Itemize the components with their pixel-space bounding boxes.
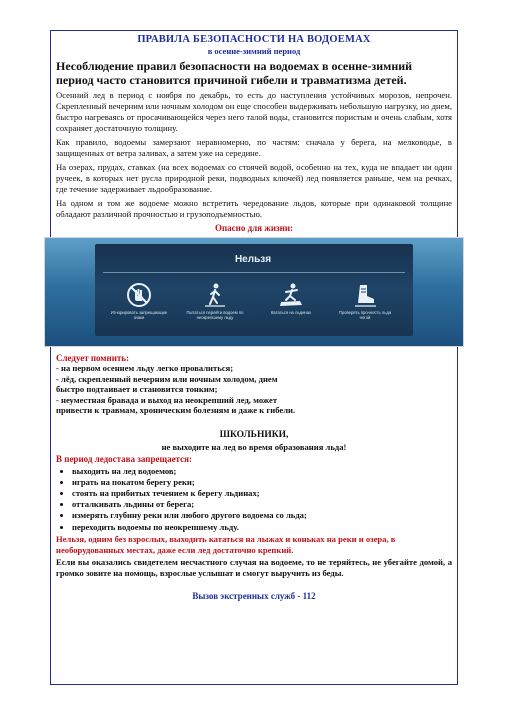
remember-heading: Следует помнить: (56, 353, 130, 363)
leaflet (56, 34, 452, 601)
banner-panel (95, 244, 413, 336)
forbidden-heading: В период ледостава запрещается: (56, 453, 192, 464)
list-item: • отталкивать льдины от берега; (72, 499, 452, 510)
banner-caption: Пытаться перейти водоем по неокрепшему льду (186, 310, 244, 320)
help-advice: Если вы оказались свидетелем несчастного случая на водоеме, то не теряйтесь, не убегайте домой, а громко зовите на помощь, взрослые услышат и смогут выручить из беды. (56, 557, 452, 579)
banner-item-thin-ice (185, 282, 245, 320)
danger-heading: Опасно для жизни: (214, 223, 294, 233)
lead-statement: Несоблюдение правил безопасности на водоемах в осенне-зимний период часто становится причиной гибели и травматизма детей. (56, 59, 413, 87)
no-unsupervised-warning: Нельзя, одним без взрослых, выходить кататься на лыжах и коньках на реки и озера, в необорудованных местах, даже если лед достаточно крепкий. (56, 533, 396, 555)
boot-icon (352, 282, 378, 308)
paragraph-freezing: Как правило, водоемы замерзают неравномерно, по частям: сначала у берега, на мелководье, в защищенных от ветра заливах, а затем уже на середине. (56, 137, 452, 158)
remember-line: быстро подтаивает и становится тонким; (56, 384, 218, 394)
walking-person-icon (202, 282, 228, 308)
banner-item-test-with-foot (335, 282, 395, 320)
banner-item-ice-floes (261, 282, 321, 315)
emergency-number: Вызов экстренных служб - 112 (192, 590, 316, 601)
remember-list (56, 363, 452, 416)
banner-caption: Проверять прочность льда ногой (338, 310, 392, 320)
page-subtitle: в осенне-зимний период (207, 46, 301, 56)
paragraph-autumn-ice: Осенний лед в период с ноября по декабрь, то есть до наступления устойчивых морозов, непрочен. Скрепленный вечерним или ночным холодом он еще способен выдерживать небольшую нагрузку, но днем, быстро нагреваясь от просачивающейся через него талой воды, становится пористым и очень слабым, хотя сохраняет достаточную толщину. (56, 90, 452, 133)
page-title: ПРАВИЛА БЕЗОПАСНОСТИ НА ВОДОЕМАХ (137, 34, 371, 45)
forbidden-list (56, 466, 452, 533)
list-item: • играть на покатом берегу реки; (72, 477, 452, 488)
forbidden-banner (44, 237, 464, 347)
no-entry-hand-icon (126, 282, 152, 308)
banner-caption: Кататься на льдинах (270, 310, 312, 315)
paragraph-lakes: На озерах, прудах, ставках (на всех водоемах со стоячей водой, особенно на тех, куда не впадает ни один ручеек, в которых нет русла природной реки, подводных ключей) лед появляется раньше, чем на речках, где течение задерживает льдообразование. (56, 162, 452, 194)
pupils-heading: ШКОЛЬНИКИ, (219, 429, 289, 440)
list-item: • измерять глубину реки или любого другого водоема со льда; (72, 510, 452, 521)
person-on-ice-floe-icon (278, 282, 304, 308)
remember-line: - на первом осеннем льду легко провалиться; (56, 363, 234, 373)
banner-caption: Игнорировать запрещающие знаки (110, 310, 168, 320)
remember-line: - неуместная бравада и выход на неокрепший лед, может (56, 394, 278, 405)
banner-divider (103, 272, 405, 273)
banner-item-ignore-signs (109, 282, 169, 320)
list-item: • переходить водоемы по неокрепшему льду. (72, 522, 452, 533)
list-item: • выходить на лед водоемов; (72, 466, 452, 477)
remember-line: привести к травмам, хроническим болезням и даже к гибели. (56, 405, 296, 415)
banner-title: Нельзя (234, 254, 272, 265)
pupils-warning: не выходите на лед во время образования льда! (161, 441, 347, 452)
paragraph-ice-variation: На одном и том же водоеме можно встретить чередование льдов, которые при одинаковой толщине обладают различной прочностью и грузоподъемностью. (56, 198, 452, 219)
list-item: • стоять на прибитых течением к берегу льдинах; (72, 488, 452, 499)
remember-line: - лёд, скрепленный вечерним или ночным холодом, днем (56, 373, 278, 384)
